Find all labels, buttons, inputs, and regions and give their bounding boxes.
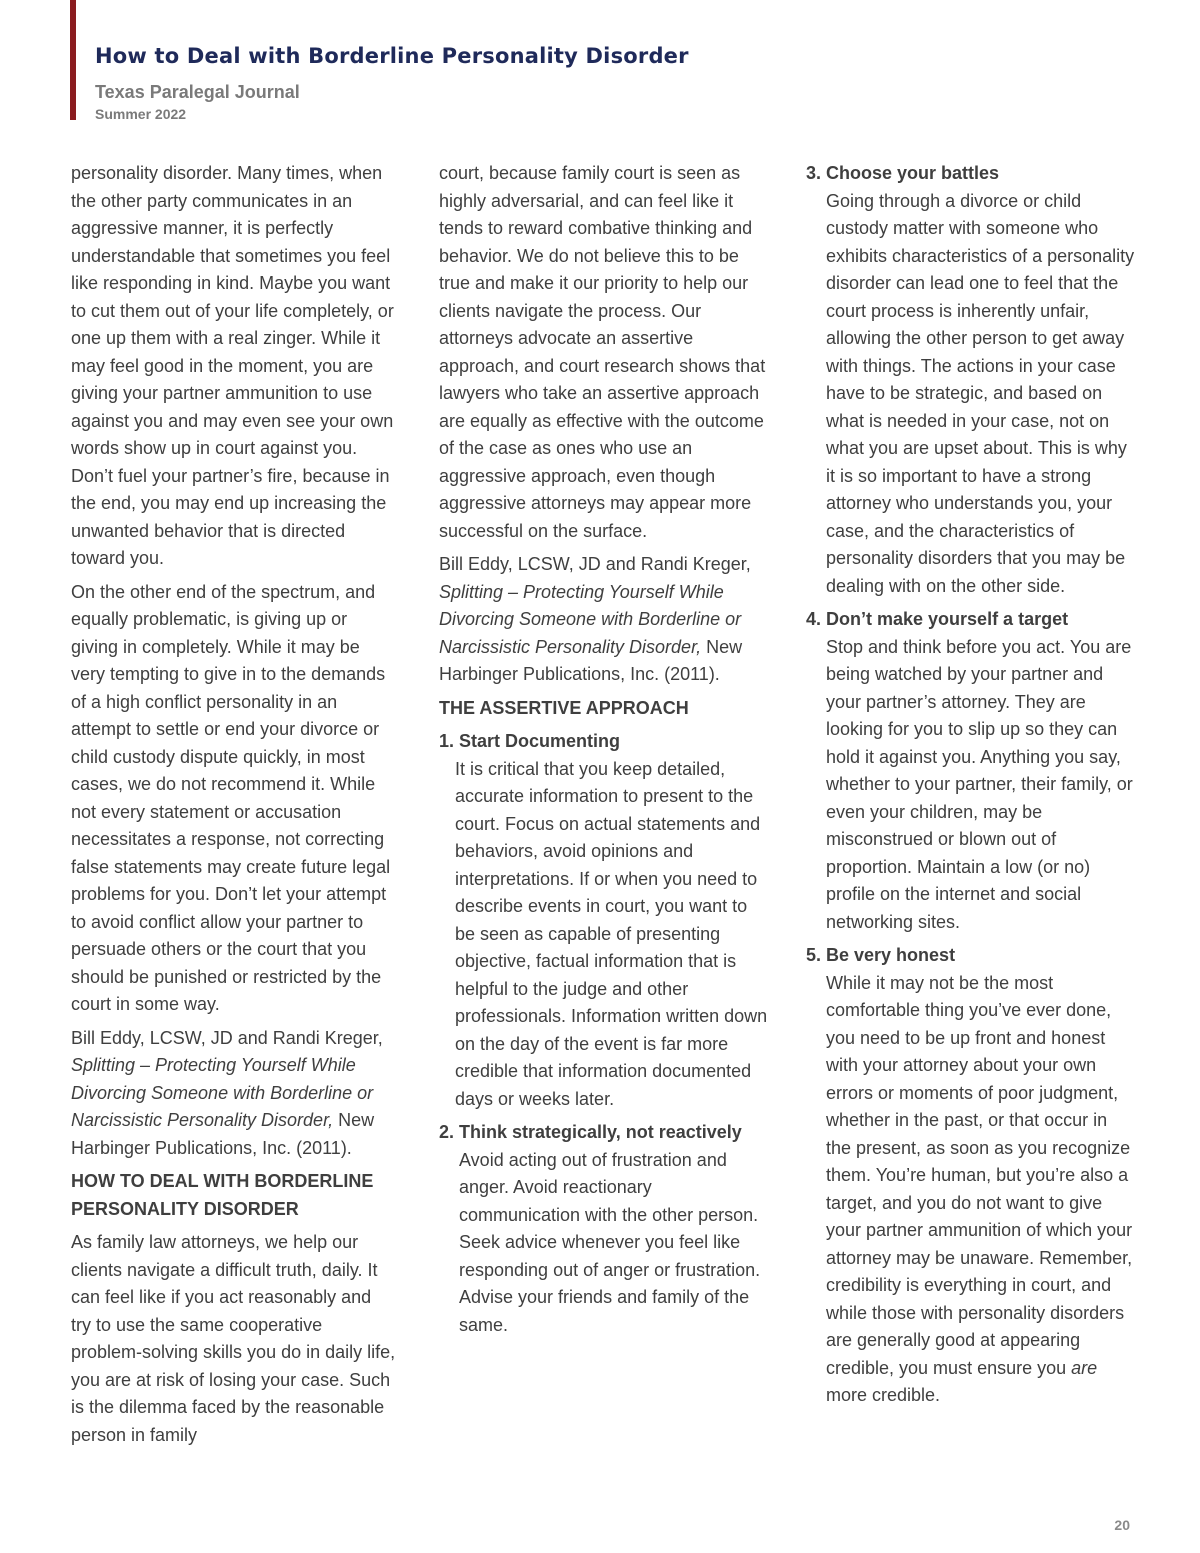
section-heading: HOW TO DEAL WITH BORDERLINE PERSONALITY DISORDER xyxy=(71,1171,374,1219)
paragraph: On the other end of the spectrum, and equally problematic, is giving up or giving in completely. While it may be very tempting to give in to the demands of a high conflict personality in an attempt to settle or end your divorce or child custody dispute quickly, in most cases, we do not recommend it. While not every statement or accusation necessitates a response, not correcting false statements may create future legal problems for you. Don’t let your attempt to avoid conflict allow your partner to persuade others or the court that you should be punished or restricted by the court in some way. xyxy=(71,581,391,1014)
citation-title: Splitting – Protecting Yourself While Divorcing Someone with Borderline or Narcissistic Personality Disorder, xyxy=(439,581,742,657)
citation xyxy=(439,551,769,689)
list-item xyxy=(439,728,769,1113)
column-3 xyxy=(806,160,1136,1416)
emphasis-text: are xyxy=(1071,1357,1098,1378)
list-item-title: 3. Choose your battles xyxy=(806,163,1000,183)
page-number: 20 xyxy=(1114,1517,1130,1533)
paragraph: personality disorder. Many times, when the other party communicates in an aggressive manner, it is perfectly understandable that sometimes you feel like responding in kind. Maybe you want to cut them out of your life completely, or one up them with a real zinger. While it may feel good in the moment, you are giving your partner ammunition to use against you and may even see your own words show up in court against you. Don’t fuel your partner’s fire, because in the end, you may end up increasing the unwanted behavior that is directed toward you. xyxy=(71,163,394,568)
column-2 xyxy=(439,160,769,1345)
list-item xyxy=(806,160,1136,600)
list-item-title: 5. Be very honest xyxy=(806,945,956,965)
section-heading: THE ASSERTIVE APPROACH xyxy=(439,697,689,718)
article-title: How to Deal with Borderline Personality Disorder xyxy=(95,44,689,68)
citation xyxy=(71,1025,396,1163)
accent-bar xyxy=(70,0,76,120)
citation-publisher: New Harbinger Publications, Inc. (2011). xyxy=(71,1110,375,1158)
list-item-body: It is critical that you keep detailed, accurate information to present to the court. Focus on actual statements and behaviors, avoid opinions and interpretations. If or when you need to describe events in court, you want to be seen as capable of presenting objective, factual information that is helpful to the judge and other professionals. Information written down on the day of the event is far more credible that information documented days or weeks later. xyxy=(455,758,768,1109)
journal-name: Texas Paralegal Journal xyxy=(95,82,300,102)
list-item-body xyxy=(806,970,1136,1410)
list-item xyxy=(439,1119,769,1339)
list-item-body: Stop and think before you act. You are being watched by your partner and your partner’s attorney. They are looking for you to slip up so they can hold it against you. Anything you say, whether to your partner, their family, or even your children, may be misconstrued or blown out of proportion. Maintain a low (or no) profile on the internet and social networking sites. xyxy=(826,636,1133,932)
paragraph: As family law attorneys, we help our clients navigate a difficult truth, daily. It can feel like if you act reasonably and try to use the same cooperative problem-solving skills you do in daily life, you are at risk of losing your case. Such is the dilemma faced by the reasonable person in family xyxy=(71,1232,396,1445)
list-item xyxy=(806,606,1136,936)
list-item-title: 2. Think strategically, not reactively xyxy=(439,1122,742,1142)
body-text: While it may not be the most comfortable thing you’ve ever done, you need to be up front and honest with your attorney about your own errors or moments of poor judgment, whether in the past, or that occur in the present, as soon as you recognize them. You’re human, but you’re also a target, and you do not want to give your partner ammunition of which your attorney may be unaware. Remember, credibility is everything in court, and while those with personality disorders are generally good at appearing credible, you must ensure you xyxy=(826,972,1133,1378)
list-item-body: Avoid acting out of frustration and anger. Avoid reactionary communication with the other person. Seek advice whenever you feel like responding out of anger or frustration. Advise your friends and family of the same. xyxy=(459,1149,761,1335)
citation-title: Splitting – Protecting Yourself While Divorcing Someone with Borderline or Narcissistic Personality Disorder, xyxy=(71,1055,374,1130)
paragraph: court, because family court is seen as highly adversarial, and can feel like it tends to reward combative thinking and behavior. We do not believe this to be true and make it our priority to help our clients navigate the process. Our attorneys advocate an assertive approach, and court research shows that lawyers who take an assertive approach are equally as effective with the outcome of the case as ones who use an aggressive approach, even though aggressive attorneys may appear more successful on the surface. xyxy=(439,163,766,541)
issue-label: Summer 2022 xyxy=(95,106,187,122)
page-header xyxy=(95,44,689,122)
body-text: more credible. xyxy=(826,1385,941,1405)
citation-publisher: New Harbinger Publications, Inc. (2011). xyxy=(439,636,743,684)
list-item-title: 4. Don’t make yourself a target xyxy=(806,609,1069,629)
column-1 xyxy=(71,160,396,1455)
citation-authors: Bill Eddy, LCSW, JD and Randi Kreger, xyxy=(71,1027,383,1048)
citation-authors: Bill Eddy, LCSW, JD and Randi Kreger, xyxy=(439,554,751,574)
list-item-title: 1. Start Documenting xyxy=(439,731,621,751)
list-item xyxy=(806,942,1136,1410)
list-item-body: Going through a divorce or child custody matter with someone who exhibits characteristics of a personality disorder can lead one to feel that the court process is inherently unfair, allowing the other person to get away with things. The actions in your case have to be strategic, and based on what is needed in your case, not on what you are upset about. This is why it is so important to have a strong attorney who understands you, your case, and the characteristics of personality disorders that you may be dealing with on the other side. xyxy=(826,190,1135,596)
